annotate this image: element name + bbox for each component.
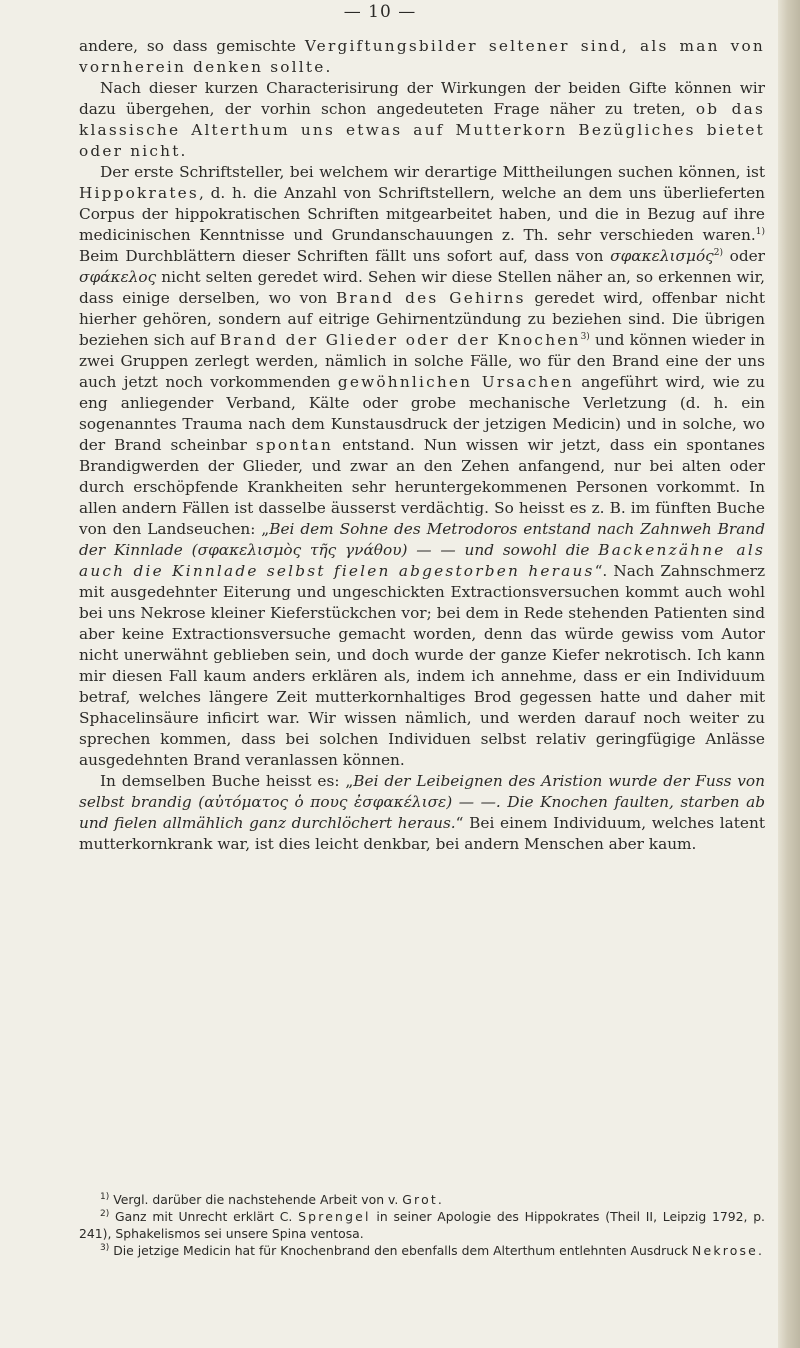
spaced-emphasis: Brand des Gehirns: [335, 289, 526, 307]
spaced-emphasis: Vergiftungsbilder seltener sind, als man von vornherein denken sollte.: [79, 37, 765, 76]
quotation: Bei dem Sohne des Metrodoros entstand nach Zahnweh Brand der Kinnlade (σφακελισμὸς τῆς γνάθου) — — und sowohl die: [79, 520, 765, 559]
footnote-mark: 3): [100, 1242, 110, 1253]
spaced-emphasis: Sprengel: [298, 1209, 371, 1224]
spaced-emphasis: Nekrose: [692, 1243, 758, 1258]
footnote-ref-3[interactable]: 3): [580, 331, 590, 342]
footnote-2: $^{2)}$ Ganz mit Unrecht erklärt C. Sprengel in seiner Apologie des Hippokrates (Theil II, Leipzig 1792, p. 241), Sphakelismos sei unsere Spina ventosa.: [79, 1208, 765, 1241]
footnote-mark: 1): [100, 1191, 110, 1202]
spaced-emphasis: gewöhnlichen Ursachen: [337, 373, 574, 391]
main-text: [79, 36, 765, 855]
footnote-ref-1[interactable]: 1): [755, 226, 765, 237]
paragraph-4: In demselben Buche heisst es: „Bei der Leibeignen des Aristion wurde der Fuss von selbst brandig (αὐτόματος ὁ πους ἐσφακέλισε) — —. Die Knochen faulten, starben ab und fielen allmählich ganz durchlöchert heraus.“ Bei einem Individuum, welches latent mutterkornkrank war, ist dies leicht denkbar, bei andern Menschen aber kaum.: [79, 772, 765, 853]
footnote-3: $^{3)}$ Die jetzige Medicin hat für Knochenbrand den ebenfalls dem Alterthum entlehnten Ausdruck Nekrose.: [100, 1242, 762, 1258]
footnotes: [79, 1191, 765, 1259]
footnote-mark: 2): [100, 1208, 110, 1219]
quotation-spaced: Backenzähne als auch die Kinnlade selbst fielen abgestorben heraus: [79, 541, 765, 580]
quotation: Bei der Leibeignen des Aristion wurde der Fuss von selbst brandig (αὐτόματος ὁ πους ἐσφακέλισε) — —. Die Knochen faulten, starben ab und fielen allmählich ganz durchlöchert heraus.: [79, 772, 765, 832]
greek-term: σφακελισμός: [610, 247, 714, 265]
greek-term: σφάκελος: [79, 268, 157, 286]
page-edge: [778, 0, 800, 1348]
spaced-emphasis: ob das klassische Alterthum uns etwas auf Mutterkorn Bezügliches bietet oder nicht.: [79, 100, 766, 160]
footnote-1: $^{1)}$ Vergl. darüber die nachstehende Arbeit von v. Grot.: [100, 1191, 442, 1207]
spaced-emphasis: Brand der Glieder oder der Knochen: [219, 331, 581, 349]
footnote-ref-2[interactable]: 2): [713, 247, 723, 258]
author-name: Hippokrates: [79, 184, 199, 202]
spaced-emphasis: spontan: [255, 436, 334, 454]
paragraph-3: Der erste Schriftsteller, bei welchem wir derartige Mittheilungen suchen können, ist Hippokrates, d. h. die Anzahl von Schriftstellern, welche an dem uns überlieferten Corpus der hippokratischen Schriften mitgearbeitet haben, und die in Bezug auf ihre medicinischen Kenntnisse und Grundanschauungen z. Th. sehr verschieden waren.$^{1)}$ Beim Durchblättern dieser Schriften fällt uns sofort auf, dass von σφακελισμός$^{2)}$ oder σφάκελος nicht selten geredet wird. Sehen wir diese Stellen näher an, so erkennen wir, dass einige derselben, wo von Brand des Gehirns geredet wird, offenbar nicht hierher gehören, sondern auf eitrige Gehirnentzündung zu beziehen sind. Die übrigen beziehen sich auf Brand der Glieder oder der Knochen$^{3)}$ und können wieder in zwei Gruppen zerlegt werden, nämlich in solche Fälle, wo für den Brand eine der uns auch jetzt noch vorkommenden gewöhnlichen Ursachen angeführt wird, wie zu eng anliegender Verband, Kälte oder grobe mechanische Verletzung (d. h. ein sogenanntes Trauma nach dem Kunstausdruck der jetzigen Medicin) und in solche, wo der Brand scheinbar spontan entstand. Nun wissen wir jetzt, dass ein spontanes Brandigwerden der Glieder, und zwar an den Zehen anfangend, nur bei alten oder durch erschöpfende Krankheiten sehr heruntergekommenen Personen vorkommt. In allen andern Fällen ist dasselbe äusserst verdächtig. So heisst es z. B. im fünften Buche von den Landseuchen: „Bei dem Sohne des Metrodoros entstand nach Zahnweh Brand der Kinnlade (σφακελισμὸς τῆς γνάθου) — — und sowohl die Backenzähne als auch die Kinnlade selbst fielen abgestorben heraus“. Nach Zahnschmerz mit ausgedehnter Eiterung und ungeschickten Extractionsversuchen kommt auch wohl bei uns Nekrose kleiner Kieferstückchen vor; bei dem in Rede stehenden Patienten sind aber keine Extractionsversuche gemacht worden, denn das würde gewiss vom Autor nicht unerwähnt geblieben sein, und doch wurde der ganze Kiefer nekrotisch. Ich kann mir diesen Fall kaum anders erklären als, indem ich annehme, dass er ein Individuum betraf, welches längere Zeit mutterkornhaltiges Brod gegessen hatte und daher mit Sphacelinsäure inficirt war. Wir wissen nämlich, und werden darauf noch weiter zu sprechen kommen, dass bei solchen Individuen selbst relativ geringfügige Anlässe ausgedehnten Brand veranlassen können.: [79, 163, 766, 769]
page-number: — 10 —: [343, 2, 417, 22]
paragraph-2: Nach dieser kurzen Characterisirung der Wirkungen der beiden Gifte können wir dazu übergehen, der vorhin schon angedeuteten Frage näher zu treten, ob das klassische Alterthum uns etwas auf Mutterkorn Bezügliches bietet oder nicht.: [79, 79, 766, 160]
paragraph-1: andere, so dass gemischte Vergiftungsbilder seltener sind, als man von vornherein denken sollte.: [79, 37, 765, 76]
spaced-emphasis: Grot: [402, 1192, 438, 1207]
